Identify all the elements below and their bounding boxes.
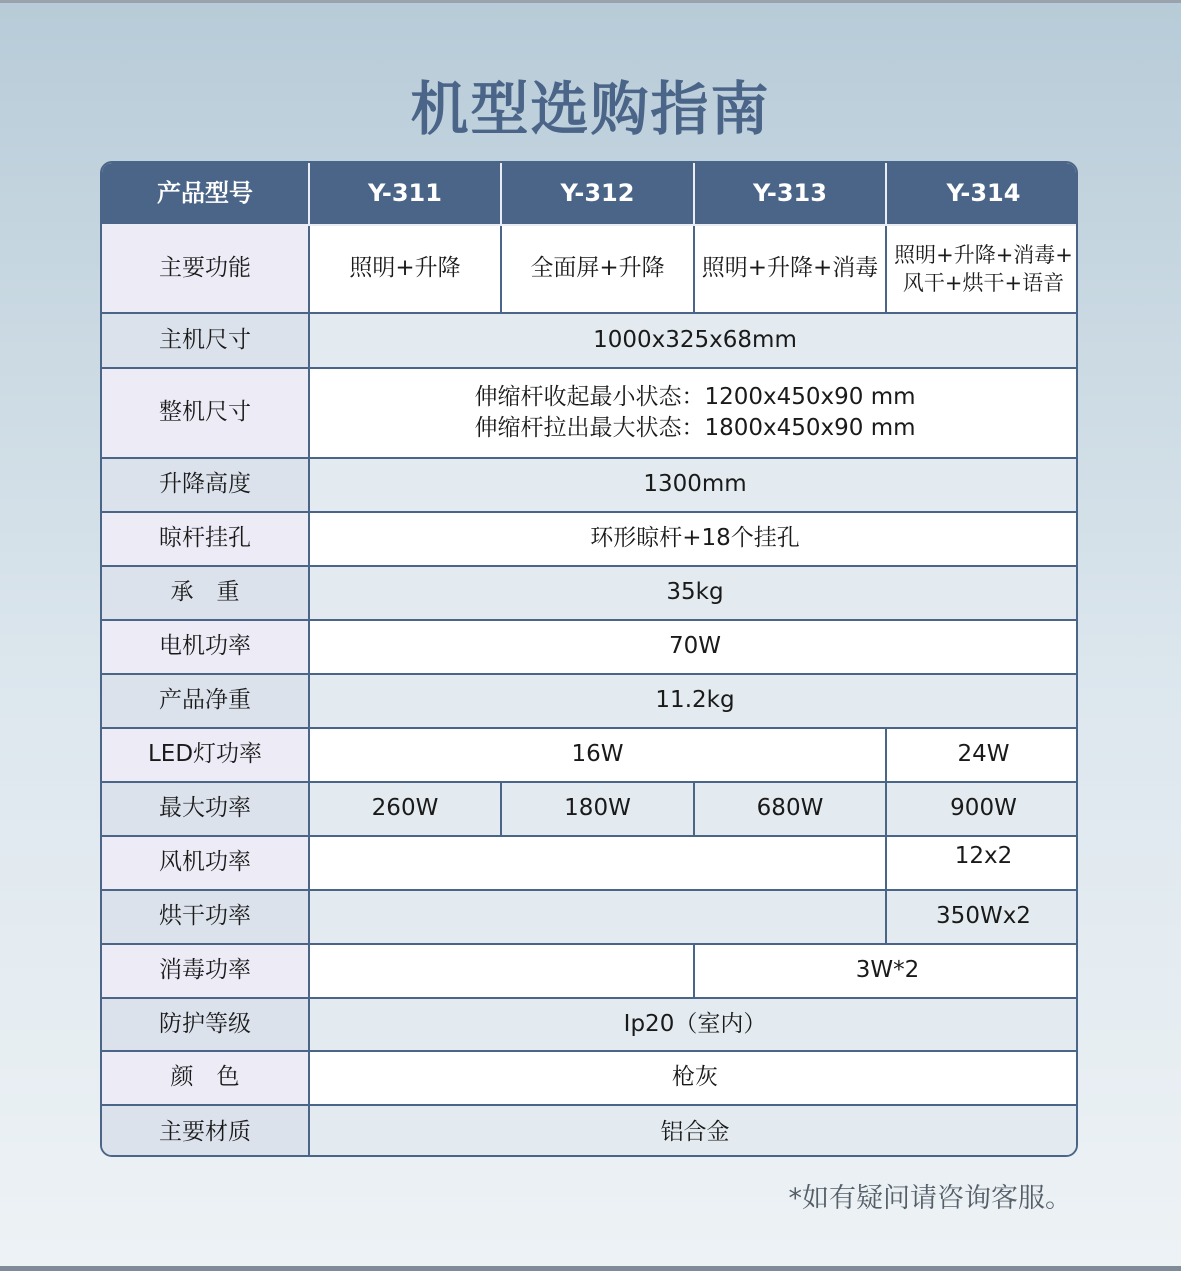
row-label: 风机功率 xyxy=(102,836,309,890)
cell-led-power-y311-y313: 16W xyxy=(309,728,886,782)
cell-color: 枪灰 xyxy=(309,1051,1078,1105)
cell-dry-power-empty xyxy=(309,890,886,944)
bottom-border-line xyxy=(0,1266,1181,1271)
cell-host-size: 1000x325x68mm xyxy=(309,313,1078,368)
cell-dry-power-y314: 350Wx2 xyxy=(886,890,1078,944)
row-label: 主机尺寸 xyxy=(102,313,309,368)
table-row-motor-power xyxy=(102,620,1078,674)
table-row-host-size xyxy=(102,313,1078,368)
cell-led-power-y314: 24W xyxy=(886,728,1078,782)
table-row-fan-power xyxy=(102,836,1078,890)
row-label: LED灯功率 xyxy=(102,728,309,782)
row-label: 烘干功率 xyxy=(102,890,309,944)
cell-full-size-max: 伸缩杆拉出最大状态：1800x450x90 mm xyxy=(474,415,916,441)
row-label: 晾杆挂孔 xyxy=(102,512,309,566)
row-label: 主要功能 xyxy=(102,225,309,313)
cell-functions-y314-line1: 照明+升降+消毒+ xyxy=(894,242,1073,267)
cell-fan-power-y314: 12x2 xyxy=(886,836,1078,890)
row-label: 主要材质 xyxy=(102,1105,309,1157)
cell-max-power-y314: 900W xyxy=(886,782,1078,836)
cell-full-size xyxy=(309,368,1078,458)
cell-functions-y311: 照明+升降 xyxy=(309,225,501,313)
table-row-material xyxy=(102,1105,1078,1157)
cell-max-power-y313: 680W xyxy=(694,782,886,836)
cell-functions-y313: 照明+升降+消毒 xyxy=(694,225,886,313)
header-model-y313: Y-313 xyxy=(694,163,886,225)
spec-table xyxy=(100,161,1078,1157)
cell-disinfect-power-y313-y314: 3W*2 xyxy=(694,944,1078,998)
cell-net-weight: 11.2kg xyxy=(309,674,1078,728)
header-model-y311: Y-311 xyxy=(309,163,501,225)
cell-load: 35kg xyxy=(309,566,1078,620)
table-row-net-weight xyxy=(102,674,1078,728)
table-row-protection xyxy=(102,998,1078,1051)
row-label: 最大功率 xyxy=(102,782,309,836)
cell-disinfect-power-empty xyxy=(309,944,694,998)
table-row-functions xyxy=(102,225,1078,313)
header-model-y314: Y-314 xyxy=(886,163,1078,225)
table-row-hanging xyxy=(102,512,1078,566)
cell-functions-y314-line2: 风干+烘干+语音 xyxy=(902,271,1065,295)
top-border-line xyxy=(0,0,1181,3)
cell-lift-height: 1300mm xyxy=(309,458,1078,512)
table-row-lift-height xyxy=(102,458,1078,512)
table-row-full-size xyxy=(102,368,1078,458)
page-title: 机型选购指南 xyxy=(410,75,771,143)
table-row-max-power xyxy=(102,782,1078,836)
cell-protection: Ip20（室内） xyxy=(309,998,1078,1051)
footnote: *如有疑问请咨询客服。 xyxy=(788,1183,1072,1214)
table-row-load xyxy=(102,566,1078,620)
row-label: 承 重 xyxy=(102,566,309,620)
header-model-y312: Y-312 xyxy=(501,163,694,225)
cell-max-power-y312: 180W xyxy=(501,782,694,836)
header-row xyxy=(102,163,1078,225)
cell-functions-y312: 全面屏+升降 xyxy=(501,225,694,313)
row-label: 消毒功率 xyxy=(102,944,309,998)
cell-motor-power: 70W xyxy=(309,620,1078,674)
row-label: 产品净重 xyxy=(102,674,309,728)
table-row-dry-power xyxy=(102,890,1078,944)
table-row-led-power xyxy=(102,728,1078,782)
cell-full-size-min: 伸缩杆收起最小状态：1200x450x90 mm xyxy=(474,383,916,410)
table-row-disinfect-power xyxy=(102,944,1078,998)
row-label: 颜 色 xyxy=(102,1051,309,1105)
row-label: 防护等级 xyxy=(102,998,309,1051)
cell-fan-power-empty xyxy=(309,836,886,890)
header-label: 产品型号 xyxy=(102,163,309,225)
cell-hanging: 环形晾杆+18个挂孔 xyxy=(309,512,1078,566)
cell-material: 铝合金 xyxy=(309,1105,1078,1157)
row-label: 升降高度 xyxy=(102,458,309,512)
cell-functions-y314 xyxy=(886,225,1078,313)
row-label: 整机尺寸 xyxy=(102,368,309,458)
table-row-color xyxy=(102,1051,1078,1105)
row-label: 电机功率 xyxy=(102,620,309,674)
cell-max-power-y311: 260W xyxy=(309,782,501,836)
